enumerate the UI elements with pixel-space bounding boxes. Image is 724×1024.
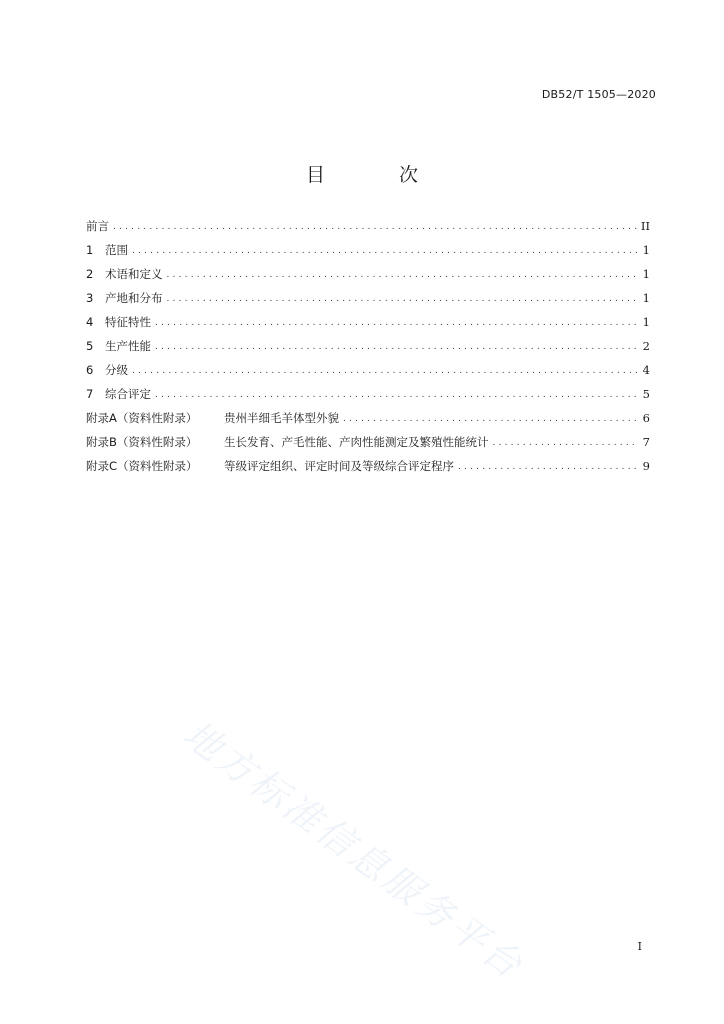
toc-item-label: 产地和分布 bbox=[105, 291, 163, 305]
toc-page-number: 4 bbox=[642, 363, 650, 377]
toc-item-origin[interactable] bbox=[86, 290, 650, 314]
toc-item-performance[interactable] bbox=[86, 338, 650, 362]
toc-item-number: 4 bbox=[86, 315, 94, 329]
toc-appendix-prefix: 附录A（资料性附录） bbox=[86, 411, 198, 425]
toc-item-label: 特征特性 bbox=[105, 315, 151, 329]
toc-item-label: 贵州半细毛羊体型外貌 bbox=[224, 411, 339, 425]
toc-page-number: 9 bbox=[642, 459, 650, 473]
toc-item-scope[interactable] bbox=[86, 242, 650, 266]
toc-appendix-prefix: 附录B（资料性附录） bbox=[86, 435, 198, 449]
toc-leader-dots bbox=[458, 459, 638, 475]
toc-page-number: 1 bbox=[642, 291, 650, 305]
toc-page-number: 5 bbox=[642, 387, 650, 401]
toc-leader-dots bbox=[343, 411, 638, 427]
toc-item-foreword[interactable] bbox=[86, 218, 650, 242]
toc-page-number: II bbox=[640, 219, 650, 233]
table-of-contents bbox=[86, 218, 650, 482]
toc-item-label: 术语和定义 bbox=[105, 267, 163, 281]
toc-item-appendix-b[interactable] bbox=[86, 434, 650, 458]
toc-item-label: 综合评定 bbox=[105, 387, 151, 401]
document-code: DB52/T 1505—2020 bbox=[541, 88, 656, 101]
toc-item-grading[interactable] bbox=[86, 362, 650, 386]
toc-item-number: 5 bbox=[86, 339, 94, 353]
toc-item-appendix-a[interactable] bbox=[86, 410, 650, 434]
toc-item-appendix-c[interactable] bbox=[86, 458, 650, 482]
toc-item-label: 分级 bbox=[105, 363, 128, 377]
toc-item-label: 生长发育、产毛性能、产肉性能测定及繁殖性能统计 bbox=[224, 435, 489, 449]
toc-page-number: 6 bbox=[642, 411, 650, 425]
toc-leader-dots bbox=[493, 435, 639, 451]
toc-leader-dots bbox=[167, 267, 639, 283]
toc-page-number: 2 bbox=[642, 339, 650, 353]
toc-leader-dots bbox=[167, 291, 639, 307]
toc-item-label: 生产性能 bbox=[105, 339, 151, 353]
toc-leader-dots bbox=[113, 219, 637, 235]
toc-leader-dots bbox=[132, 363, 638, 379]
toc-page-number: 1 bbox=[642, 315, 650, 329]
toc-appendix-prefix: 附录C（资料性附录） bbox=[86, 459, 198, 473]
toc-item-terms[interactable] bbox=[86, 266, 650, 290]
toc-page-number: 1 bbox=[642, 267, 650, 281]
toc-item-number: 2 bbox=[86, 267, 94, 281]
toc-item-number: 3 bbox=[86, 291, 94, 305]
toc-leader-dots bbox=[132, 243, 638, 259]
toc-item-evaluation[interactable] bbox=[86, 386, 650, 410]
toc-item-label: 等级评定组织、评定时间及等级综合评定程序 bbox=[224, 459, 454, 473]
toc-item-label: 前言 bbox=[86, 219, 109, 233]
toc-leader-dots bbox=[155, 339, 638, 355]
toc-page-number: 7 bbox=[642, 435, 650, 449]
toc-item-label: 范围 bbox=[105, 243, 128, 257]
toc-item-number: 6 bbox=[86, 363, 94, 377]
toc-page-number: 1 bbox=[642, 243, 650, 257]
toc-leader-dots bbox=[155, 387, 638, 403]
watermark: 地方标准信息服务平台 bbox=[175, 712, 533, 989]
toc-item-number: 1 bbox=[86, 243, 94, 257]
toc-leader-dots bbox=[155, 315, 638, 331]
page-number: I bbox=[637, 940, 642, 953]
toc-item-characteristics[interactable] bbox=[86, 314, 650, 338]
page-title: 目 次 bbox=[305, 164, 453, 186]
toc-item-number: 7 bbox=[86, 387, 94, 401]
